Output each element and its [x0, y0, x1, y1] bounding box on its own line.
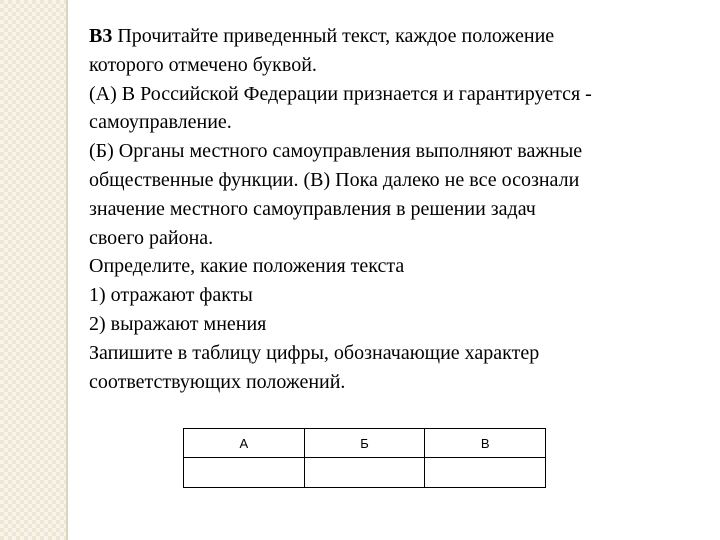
question-line: Определите, какие положения текста [89, 255, 405, 278]
task-text [89, 22, 704, 396]
table-instruction-line-2: соответствующих положений. [89, 370, 346, 393]
header-cell-a: А [184, 429, 305, 458]
option-facts: 1) отражают факты [89, 284, 253, 307]
statement-b-line-1: (Б) Органы местного самоуправления выполняют важные [89, 140, 583, 163]
side-strip-edge [66, 0, 68, 540]
answer-table [183, 428, 546, 488]
answer-table-header-row [184, 429, 546, 458]
statement-c-line-2: своего района. [89, 226, 214, 249]
answer-cell-c[interactable] [425, 458, 546, 488]
statement-a-line-2: самоуправление. [89, 111, 232, 134]
task-line-1 [89, 22, 704, 51]
task-instruction: Прочитайте приведенный текст, каждое положение [112, 25, 555, 47]
statement-a-line-1: (А) В Российской Федерации признается и гарантируется - [89, 82, 592, 105]
statement-b-line-2: общественные функции. (В) Пока далеко не все осознали [89, 168, 580, 191]
option-opinions: 2) выражают мнения [89, 312, 267, 335]
statement-c-line-1: значение местного самоуправления в решении задач [89, 197, 536, 220]
header-cell-b: Б [304, 429, 425, 458]
table-instruction-line-1: Запишите в таблицу цифры, обозначающие характер [89, 341, 540, 364]
answer-table-values-row [184, 458, 546, 488]
header-cell-c: В [425, 429, 546, 458]
answer-cell-b[interactable] [304, 458, 425, 488]
decorative-side-strip [0, 0, 66, 540]
answer-cell-a[interactable] [184, 458, 305, 488]
task-code: В3 [89, 25, 113, 47]
task-line-2: которого отмечено буквой. [89, 53, 317, 76]
